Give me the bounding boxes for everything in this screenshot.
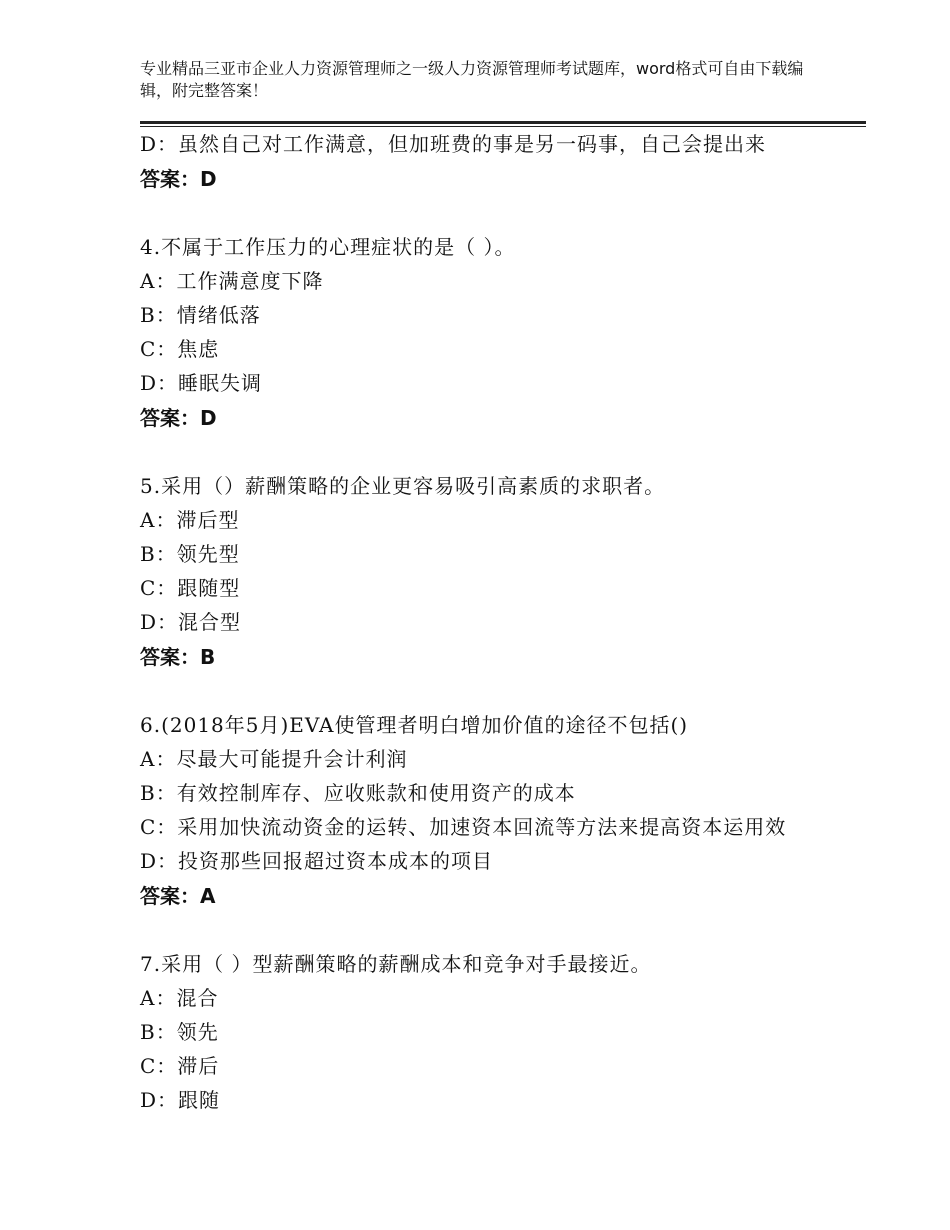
q4-option-c: C：焦虑 [140,337,220,361]
q7-question: 7.采用（ ）型薪酬策略的薪酬成本和竞争对手最接近。 [140,952,652,976]
q4-option-d: D：睡眠失调 [140,371,263,395]
q4-question: 4.不属于工作压力的心理症状的是（ ）。 [140,235,516,259]
q5-option-c: C：跟随型 [140,576,241,600]
q7-option-d: D：跟随 [140,1088,221,1112]
q3-answer: 答案：D [140,167,217,191]
q6-question: 6.(2018年5月)EVA使管理者明白增加价值的途径不包括() [140,713,689,737]
document-header: 专业精品三亚市企业人力资源管理师之一级人力资源管理师考试题库，word格式可自由下载编辑，附完整答案！ [140,59,804,100]
q7-option-c: C：滞后 [140,1054,220,1078]
q7-option-a: A：混合 [140,986,219,1010]
q6-option-c: C：采用加快流动资金的运转、加速资本回流等方法来提高资本运用效 [140,815,787,839]
q4-option-a: A：工作满意度下降 [140,269,324,293]
q5-option-b: B：领先型 [140,542,240,566]
q6-option-d: D：投资那些回报超过资本成本的项目 [140,849,494,873]
q5-option-d: D：混合型 [140,610,242,634]
q7-option-b: B：领先 [140,1020,219,1044]
q5-answer: 答案：B [140,645,216,669]
q6-answer: 答案：A [140,884,216,908]
q3-option-d: D：虽然自己对工作满意，但加班费的事是另一码事，自己会提出来 [140,132,767,156]
q5-option-a: A：滞后型 [140,508,240,532]
q4-option-b: B：情绪低落 [140,303,261,327]
q6-option-b: B：有效控制库存、应收账款和使用资产的成本 [140,781,576,805]
header-divider [140,121,866,124]
q5-question: 5.采用（）薪酬策略的企业更容易吸引高素质的求职者。 [140,474,666,498]
q6-option-a: A：尽最大可能提升会计利润 [140,747,408,771]
q4-answer: 答案：D [140,406,217,430]
